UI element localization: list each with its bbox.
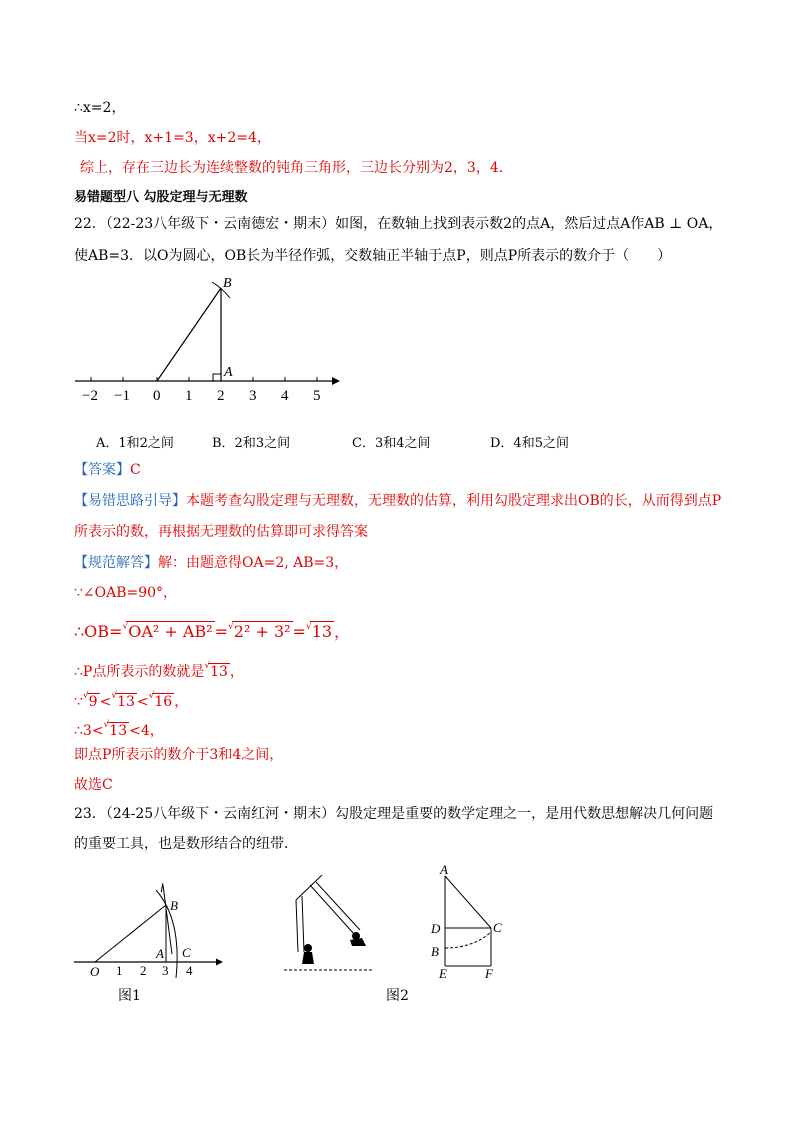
q23-figure-2-geometry	[425, 862, 515, 982]
solution-label: 【规范解答】	[74, 555, 158, 571]
sol6-a: ∴3<	[74, 723, 104, 739]
radicand: 16	[154, 694, 173, 710]
radicand: 13	[109, 723, 128, 739]
q22-number-line-figure	[70, 270, 350, 410]
right-angle-mark	[213, 374, 221, 381]
sol5-g: ，	[174, 694, 189, 710]
figure-2-caption: 图2	[386, 988, 409, 1004]
radicand: OA² + AB²	[128, 622, 213, 641]
tick-label: 1	[185, 388, 193, 404]
line-when-x-2	[74, 128, 271, 148]
label-C: C	[493, 920, 502, 935]
hint-line1	[74, 491, 721, 511]
solution-line2: ∵∠OAB=90°，	[74, 585, 178, 601]
sol3-c: =	[214, 622, 229, 641]
radical-icon: √	[204, 661, 211, 671]
solution-line8: 故选C	[74, 777, 113, 793]
answer-line	[74, 460, 141, 480]
line-l	[163, 885, 172, 954]
tick-label: 5	[313, 388, 321, 404]
sol3-g: ，	[334, 622, 351, 641]
label-C: C	[182, 945, 191, 960]
solution-text-1: 解：由题意得OA=2, AB=3，	[158, 555, 349, 571]
solution-line7: 即点P所表示的数介于3和4之间，	[74, 747, 284, 763]
section-title: 易错题型八 勾股定理与无理数	[74, 190, 248, 205]
radicand: 13	[311, 622, 333, 641]
hint-label: 【易错思路引导】	[74, 493, 186, 509]
radicand: 13	[117, 694, 135, 710]
label-A: A	[156, 946, 164, 961]
option-a[interactable]: A．1和2之间	[96, 436, 174, 451]
tick-label: 2	[217, 388, 225, 404]
hint-text-1: 本题考查勾股定理与无理数，无理数的估算，利用勾股定理求出OB的长，从而得到点P	[186, 493, 722, 509]
label-1: 1	[116, 963, 123, 978]
tick-label: 3	[249, 388, 257, 404]
q23-line1: 23．（24-25八年级下・云南红河・期末）勾股定理是重要的数学定理之一，是用代数思想解决几何问题	[74, 806, 714, 822]
solution-line5	[74, 686, 188, 712]
label-E: E	[439, 966, 447, 981]
rope	[310, 885, 354, 934]
radicand: 13	[210, 664, 228, 680]
radical-icon: √	[148, 691, 155, 701]
label-B: B	[223, 276, 232, 291]
label-B: B	[431, 944, 439, 959]
radical-icon: √	[82, 691, 89, 701]
answer-value: C	[130, 462, 141, 478]
sol5-e: <	[136, 694, 149, 710]
label-2: 2	[140, 963, 147, 978]
solution-line4	[74, 656, 244, 682]
frame	[296, 900, 298, 952]
sol5-c: <	[99, 694, 112, 710]
q23-figure-2-swing	[280, 870, 380, 980]
label-3: 3	[162, 963, 169, 978]
axis-arrow	[332, 377, 340, 385]
option-d[interactable]: D．4和5之间	[490, 436, 569, 451]
sol4-a: ∴P点所表示的数就是	[74, 664, 205, 680]
radicand: 2² + 3²	[233, 622, 291, 641]
text-sides: 时，x+1=3，x+2=4，	[116, 130, 271, 146]
option-b[interactable]: B．2和3之间	[212, 436, 291, 451]
rope	[316, 882, 360, 930]
q22-line1: 22．（22-23八年级下・云南德宏・期末）如图，在数轴上找到表示数2的点A，然后过点A作AB ⊥ OA，	[74, 216, 723, 232]
solution-line1	[74, 553, 348, 573]
text-x2: x=2	[88, 130, 117, 146]
sol4-c: ，	[229, 664, 244, 680]
radical-icon: √	[305, 622, 312, 632]
child-icon	[302, 952, 314, 964]
segment-AC	[445, 876, 491, 928]
frame	[302, 896, 304, 952]
radical-icon: √	[111, 691, 118, 701]
label-D: D	[431, 921, 441, 936]
hint-line2: 所表示的数，再根据无理数的估算即可求得答案	[74, 524, 368, 540]
solution-line6	[74, 715, 164, 741]
q23-figure-1	[70, 880, 230, 980]
option-c[interactable]: C．3和4之间	[352, 436, 431, 451]
tick-label: 4	[281, 388, 289, 404]
label-F: F	[485, 966, 493, 981]
label-4: 4	[186, 963, 193, 978]
label-A: A	[224, 365, 233, 380]
label-O: O	[90, 964, 100, 979]
text-when: 当	[74, 130, 88, 146]
radical-icon: √	[122, 622, 129, 632]
sol3-a: ∴OB=	[74, 622, 123, 641]
axis-ticks	[91, 377, 317, 381]
tick-label: −2	[82, 388, 98, 404]
answer-label: 【答案】	[74, 462, 130, 478]
child-swing-icon	[350, 938, 366, 946]
label-B: B	[170, 898, 178, 913]
child-icon	[304, 944, 312, 952]
segment-OB	[157, 288, 221, 381]
axis-arrow	[216, 959, 223, 966]
radical-icon: √	[228, 622, 234, 632]
tick-label: −1	[114, 388, 130, 404]
figure-1-caption: 图1	[118, 988, 141, 1004]
arc-BC	[445, 932, 491, 948]
solution-line3	[74, 617, 350, 642]
label-A: A	[440, 862, 448, 877]
radicand: 9	[88, 694, 98, 710]
sol6-c: <4，	[129, 723, 164, 739]
tick-label: 0	[153, 388, 161, 404]
sol5-a: ∵	[74, 694, 83, 710]
q23-line2: 的重要工具，也是数形结合的纽带．	[74, 836, 298, 852]
sol3-e: =	[292, 622, 306, 641]
line-x-eq-2: ∴x=2，	[74, 100, 126, 116]
line-summary: 综上，存在三边长为连续整数的钝角三角形，三边长分别为2，3，4．	[80, 160, 513, 176]
q22-line2: 使AB=3．以O为圆心，OB长为半径作弧，交数轴正半轴于点P，则点P所表示的数介于（ ）	[74, 248, 672, 264]
label-l: l	[160, 880, 164, 895]
frame	[296, 875, 322, 900]
radical-icon: √	[103, 720, 110, 730]
